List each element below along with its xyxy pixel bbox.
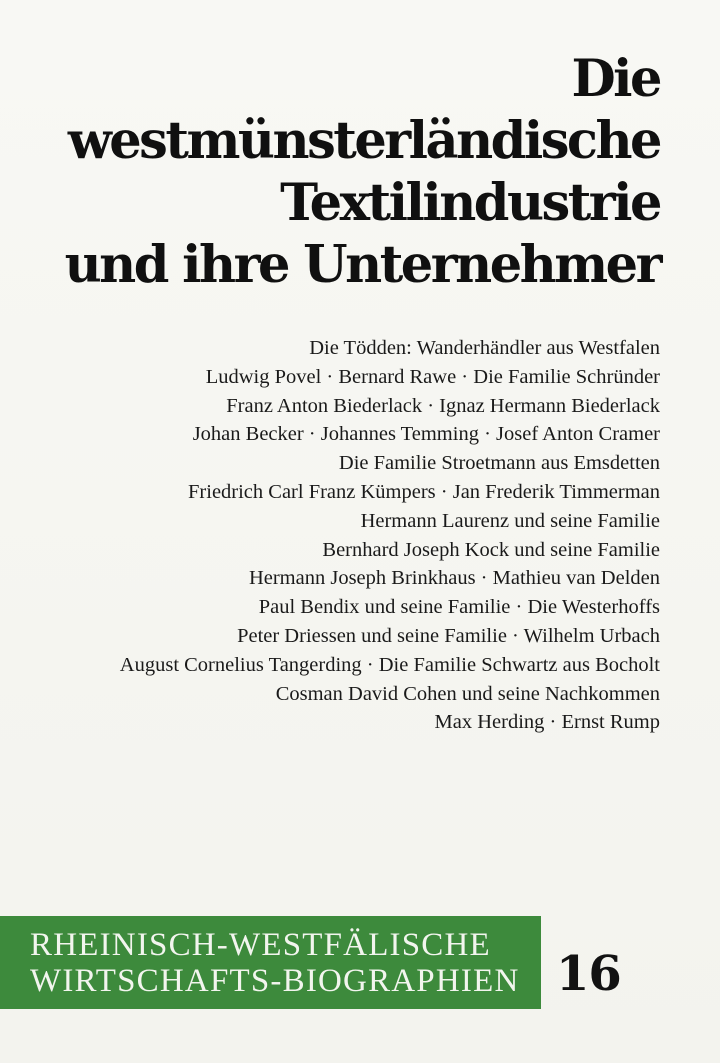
volume-number: 16 bbox=[556, 946, 621, 1002]
series-name bbox=[30, 927, 519, 999]
series-line-2: WIRTSCHAFTS-BIOGRAPHIEN bbox=[30, 963, 520, 999]
contents-line: Ludwig Povel · Bernard Rawe · Die Familie Schründer bbox=[205, 365, 660, 388]
title-line-4: und ihre Unternehmer bbox=[64, 235, 660, 295]
title-line-1: Die bbox=[571, 49, 660, 109]
contents-line: Hermann Laurenz und seine Familie bbox=[360, 509, 660, 532]
series-line-1: RHEINISCH-WESTFÄLISCHE bbox=[30, 927, 491, 963]
contents-list bbox=[120, 334, 660, 737]
contents-line: Johan Becker · Johannes Temming · Josef Anton Cramer bbox=[192, 423, 660, 446]
contents-line: Max Herding · Ernst Rump bbox=[434, 711, 660, 734]
contents-line: Die Familie Stroetmann aus Emsdetten bbox=[338, 452, 660, 475]
title-line-3: Textilindustrie bbox=[280, 173, 660, 233]
contents-line: Bernhard Joseph Kock und seine Familie bbox=[322, 538, 660, 561]
contents-line: Paul Bendix und seine Familie · Die Westerhoffs bbox=[258, 596, 660, 619]
contents-line: Peter Driessen und seine Familie · Wilhelm Urbach bbox=[237, 624, 660, 647]
contents-line: Friedrich Carl Franz Kümpers · Jan Frederik Timmerman bbox=[188, 480, 660, 503]
book-title bbox=[65, 48, 660, 296]
contents-line: August Cornelius Tangerding · Die Familie Schwartz aus Bocholt bbox=[119, 653, 660, 676]
title-line-2: westmünsterländische bbox=[67, 111, 660, 171]
contents-line: Die Tödden: Wanderhändler aus Westfalen bbox=[309, 337, 660, 359]
contents-line: Hermann Joseph Brinkhaus · Mathieu van Delden bbox=[248, 567, 660, 590]
contents-line: Cosman David Cohen und seine Nachkommen bbox=[275, 682, 660, 705]
contents-line: Franz Anton Biederlack · Ignaz Hermann Biederlack bbox=[226, 394, 660, 417]
